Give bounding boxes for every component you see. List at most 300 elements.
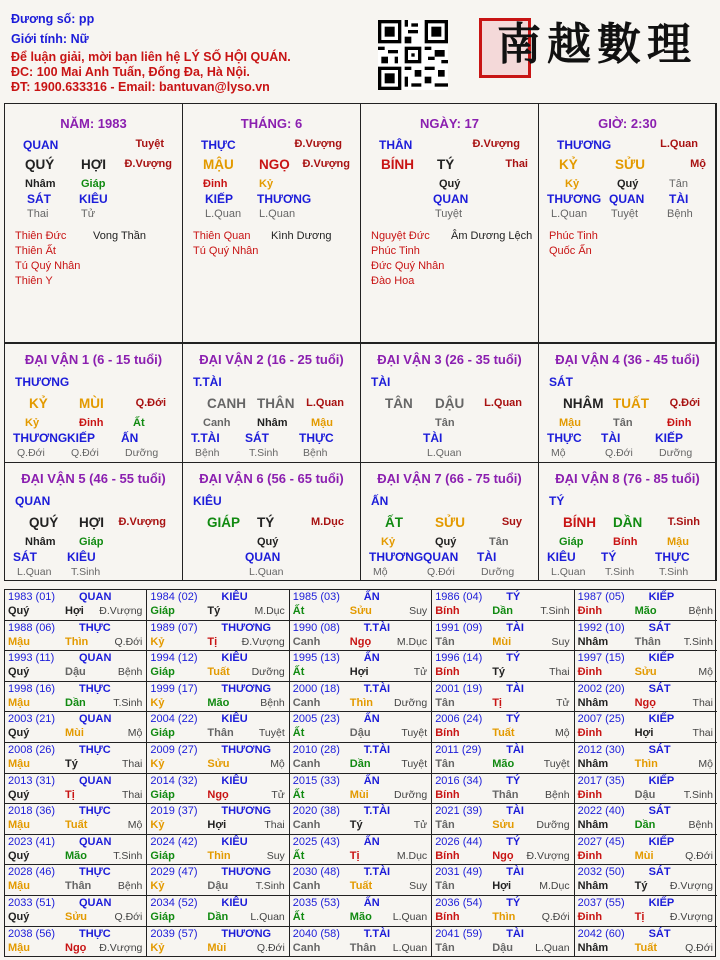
year-cell[interactable] bbox=[5, 621, 147, 652]
year-label: 1988 (06) bbox=[8, 621, 56, 634]
year-god: TÀI bbox=[506, 805, 524, 818]
year-label: 2003 (21) bbox=[8, 713, 56, 726]
year-stem: Quý bbox=[8, 788, 30, 801]
dai-van-branch: TUẤT bbox=[613, 396, 649, 411]
star-inauspicious: Kình Dương bbox=[271, 230, 332, 242]
year-branch: Dần bbox=[634, 819, 656, 832]
year-god: TÝ bbox=[506, 835, 521, 848]
year-god: QUAN bbox=[79, 713, 112, 726]
year-cell[interactable] bbox=[5, 712, 147, 743]
dai-van-hidden-stage: Q.Đới bbox=[71, 447, 99, 459]
year-stem: Bính bbox=[435, 788, 460, 801]
dai-van-stage: Q.Đới bbox=[669, 397, 700, 409]
dai-van-1[interactable] bbox=[4, 343, 183, 463]
year-cell[interactable] bbox=[147, 865, 289, 896]
year-branch: Thân bbox=[207, 727, 234, 740]
year-cell[interactable] bbox=[575, 865, 717, 896]
year-cell[interactable] bbox=[575, 621, 717, 652]
dai-van-branch: THÂN bbox=[257, 396, 295, 411]
dai-van-hidden-stem: Quý bbox=[257, 536, 279, 548]
year-stem: Bính bbox=[435, 849, 460, 862]
pillar-0[interactable] bbox=[4, 103, 183, 343]
year-stage: Tuyệt bbox=[258, 727, 285, 740]
year-god: KIÊU bbox=[221, 897, 248, 909]
dai-van-hidden-god: THỰC bbox=[299, 431, 334, 445]
year-branch: Mão bbox=[634, 605, 657, 617]
year-god: KIÊU bbox=[221, 835, 248, 848]
year-cell[interactable] bbox=[432, 865, 574, 896]
year-cell[interactable] bbox=[5, 804, 147, 835]
dai-van-hidden-god: TÀI bbox=[601, 431, 621, 445]
year-god: KIẾP bbox=[648, 652, 675, 665]
year-cell[interactable] bbox=[290, 927, 432, 958]
year-cell[interactable] bbox=[290, 835, 432, 866]
year-stage: Tử bbox=[413, 666, 428, 679]
year-cell[interactable] bbox=[5, 682, 147, 713]
year-stage: Suy bbox=[409, 880, 428, 893]
year-god: KIÊU bbox=[221, 774, 248, 787]
year-god: ẤN bbox=[363, 652, 380, 665]
year-cell[interactable] bbox=[432, 621, 574, 652]
year-label: 1993 (11) bbox=[8, 652, 55, 665]
year-god: TÝ bbox=[506, 897, 521, 909]
stem-god: QUAN bbox=[23, 138, 59, 152]
year-stage: Bệnh bbox=[260, 696, 285, 709]
year-cell[interactable] bbox=[575, 896, 717, 927]
year-cell[interactable] bbox=[147, 835, 289, 866]
year-stem: Mậu bbox=[8, 819, 30, 832]
dai-van-hidden-stage: Dưỡng bbox=[659, 447, 693, 459]
year-stage: Suy bbox=[266, 849, 285, 862]
year-stage: Tử bbox=[271, 788, 285, 801]
year-branch: Hợi bbox=[65, 605, 84, 617]
year-stage: Q.Đới bbox=[685, 849, 713, 862]
year-cell[interactable] bbox=[575, 927, 717, 958]
year-cell[interactable] bbox=[147, 774, 289, 805]
year-stage: Suy bbox=[551, 635, 570, 648]
dai-van-hidden-god: TÝ bbox=[601, 550, 617, 564]
year-stem: Quý bbox=[8, 849, 30, 862]
year-label: 1991 (09) bbox=[435, 621, 483, 634]
year-cell[interactable] bbox=[575, 682, 717, 713]
dai-van-hidden-stem: Tân bbox=[435, 417, 455, 429]
year-god: SÁT bbox=[648, 866, 671, 879]
year-stem: Giáp bbox=[150, 666, 175, 679]
year-branch: Tuất bbox=[634, 941, 657, 954]
year-cell[interactable] bbox=[575, 774, 717, 805]
address: ĐC: 100 Mai Anh Tuấn, Đống Đa, Hà Nội. bbox=[11, 65, 250, 79]
year-stage: Đ.Vượng bbox=[669, 880, 713, 893]
year-stem: Giáp bbox=[150, 727, 175, 740]
year-stage: T.Sinh bbox=[255, 880, 285, 893]
dai-van-branch: SỬU bbox=[435, 515, 465, 530]
hidden-god-b: QUAN bbox=[609, 192, 645, 206]
star-auspicious: Thiên Quan bbox=[193, 230, 251, 242]
year-cell[interactable] bbox=[290, 651, 432, 682]
year-cell[interactable] bbox=[575, 712, 717, 743]
year-branch: Hợi bbox=[349, 666, 369, 679]
year-label: 2036 (54) bbox=[435, 897, 483, 909]
year-label: 2031 (49) bbox=[435, 866, 483, 879]
year-cell[interactable] bbox=[575, 651, 717, 682]
year-cell[interactable] bbox=[147, 621, 289, 652]
year-cell[interactable] bbox=[290, 896, 432, 927]
year-stem: Ất bbox=[292, 849, 305, 862]
dai-van-hidden-stem: Giáp bbox=[79, 536, 104, 548]
year-branch: Thìn bbox=[65, 635, 89, 648]
year-god: SÁT bbox=[648, 805, 671, 818]
year-branch: Dậu bbox=[349, 727, 371, 740]
dai-van-hidden-god: QUAN bbox=[245, 550, 281, 564]
year-god: T.TÀI bbox=[363, 805, 391, 818]
year-god: T.TÀI bbox=[363, 866, 391, 879]
year-god: ẤN bbox=[363, 897, 380, 909]
year-stem: Canh bbox=[292, 635, 321, 648]
dai-van-2[interactable] bbox=[182, 343, 361, 463]
year-label: 2040 (58) bbox=[292, 927, 340, 940]
year-label: 1996 (14) bbox=[435, 652, 483, 665]
year-god: TÀI bbox=[506, 744, 524, 756]
dai-van-hidden-god: THỰC bbox=[655, 550, 690, 564]
year-god: T.TÀI bbox=[363, 621, 391, 634]
year-label: 2020 (38) bbox=[292, 805, 340, 818]
year-stem: Giáp bbox=[150, 849, 175, 862]
hidden-stem-b: Quý bbox=[617, 178, 639, 190]
year-label: 2027 (45) bbox=[577, 835, 625, 848]
year-stage: Mộ bbox=[698, 758, 713, 770]
dai-van-stem: NHÂM bbox=[563, 396, 604, 411]
year-god: THƯƠNG bbox=[221, 744, 272, 756]
star-auspicious: Thiên Y bbox=[15, 275, 53, 287]
year-cell[interactable] bbox=[290, 865, 432, 896]
dai-van-branch: TÝ bbox=[257, 515, 275, 530]
year-branch: Sửu bbox=[349, 605, 372, 617]
year-cell[interactable] bbox=[5, 865, 147, 896]
year-label: 2011 (29) bbox=[435, 744, 482, 756]
year-label: 2015 (33) bbox=[292, 774, 340, 787]
stem-god-note: Đ.Vượng bbox=[472, 138, 520, 150]
branch-stage: Thai bbox=[505, 158, 528, 170]
gender: Giới tính: Nữ bbox=[11, 32, 89, 46]
year-cell[interactable] bbox=[432, 651, 574, 682]
year-branch: Ngọ bbox=[65, 941, 87, 954]
dai-van-stem: ẤT bbox=[385, 515, 403, 530]
year-god: TÝ bbox=[506, 652, 521, 665]
year-cell[interactable] bbox=[290, 590, 432, 621]
star-auspicious: Tú Quý Nhân bbox=[15, 260, 81, 272]
dai-van-title: ĐẠI VẬN 1 (6 - 15 tuổi) bbox=[24, 352, 163, 367]
dai-van-hidden-stem: Đinh bbox=[667, 417, 692, 429]
year-branch: Tý bbox=[492, 666, 506, 679]
year-branch: Tý bbox=[349, 819, 363, 832]
dai-van-god: QUAN bbox=[15, 494, 51, 508]
year-stem: Đinh bbox=[577, 849, 603, 862]
year-stage: Bệnh bbox=[688, 819, 713, 832]
hidden-god-a: KIẾP bbox=[205, 192, 234, 206]
hidden-stem-c: Tân bbox=[669, 178, 688, 190]
year-stem: Đinh bbox=[577, 605, 603, 617]
year-branch: Dần bbox=[207, 911, 229, 923]
year-label: 1989 (07) bbox=[150, 621, 198, 634]
year-cell[interactable] bbox=[147, 896, 289, 927]
year-label: 2009 (27) bbox=[150, 744, 198, 756]
pillar-2[interactable] bbox=[360, 103, 539, 343]
year-label: 1990 (08) bbox=[292, 621, 340, 634]
year-god: THƯƠNG bbox=[221, 682, 272, 695]
dai-van-hidden-god: T.TÀI bbox=[191, 431, 220, 445]
year-branch: Sửu bbox=[634, 666, 657, 679]
year-label: 2035 (53) bbox=[292, 897, 340, 909]
year-cell[interactable] bbox=[432, 743, 574, 774]
year-stem: Kỷ bbox=[150, 819, 165, 832]
year-cell[interactable] bbox=[575, 590, 717, 621]
year-branch: Thân bbox=[349, 941, 377, 954]
year-cell[interactable] bbox=[432, 774, 574, 805]
year-branch: Tuất bbox=[349, 880, 373, 893]
year-branch: Dậu bbox=[634, 788, 656, 801]
dai-van-stem: QUÝ bbox=[29, 515, 59, 530]
year-branch: Sửu bbox=[207, 758, 230, 770]
year-god: ẤN bbox=[363, 835, 380, 848]
year-stem: Tân bbox=[435, 758, 455, 770]
dai-van-4[interactable] bbox=[538, 343, 717, 463]
year-cell[interactable] bbox=[575, 804, 717, 835]
dai-van-hidden-stem: Giáp bbox=[559, 536, 584, 548]
year-stage: Mộ bbox=[127, 727, 143, 740]
dai-van-stage: M.Dục bbox=[311, 516, 344, 528]
dai-van-hidden-stage: Q.Đới bbox=[427, 566, 455, 578]
pillar-3[interactable] bbox=[538, 103, 717, 343]
year-branch: Mão bbox=[65, 849, 87, 862]
year-cell[interactable] bbox=[147, 804, 289, 835]
year-label: 2014 (32) bbox=[150, 774, 198, 787]
year-cell[interactable] bbox=[290, 804, 432, 835]
year-cell[interactable] bbox=[432, 590, 574, 621]
dai-van-hidden-god: KIÊU bbox=[547, 550, 576, 564]
year-cell[interactable] bbox=[290, 774, 432, 805]
year-label: 2042 (60) bbox=[577, 927, 625, 940]
hidden-stem-a: Kỷ bbox=[565, 178, 580, 190]
year-god: KIẾP bbox=[648, 591, 675, 603]
year-label: 1985 (03) bbox=[292, 591, 340, 603]
year-stem: Canh bbox=[292, 819, 321, 832]
year-label: 1998 (16) bbox=[8, 682, 56, 695]
year-stage: Thai bbox=[549, 666, 570, 679]
dai-van-8[interactable] bbox=[538, 462, 717, 581]
year-cell[interactable] bbox=[147, 712, 289, 743]
year-stem: Đinh bbox=[577, 911, 603, 923]
dai-van-3[interactable] bbox=[360, 343, 539, 463]
hidden-stage-b: Tử bbox=[81, 208, 96, 220]
year-label: 2012 (30) bbox=[577, 744, 625, 756]
year-cell[interactable] bbox=[432, 712, 574, 743]
year-stage: Q.Đới bbox=[114, 635, 143, 648]
year-cell[interactable] bbox=[147, 682, 289, 713]
year-stem: Ất bbox=[292, 605, 305, 617]
year-cell[interactable] bbox=[290, 712, 432, 743]
year-god: THƯƠNG bbox=[221, 927, 272, 940]
year-cell[interactable] bbox=[147, 590, 289, 621]
year-stage: M.Dục bbox=[539, 880, 570, 893]
dai-van-hidden-stem: Tân bbox=[489, 536, 509, 548]
dai-van-stem: KỶ bbox=[29, 396, 48, 411]
year-cell[interactable] bbox=[290, 682, 432, 713]
year-label: 1986 (04) bbox=[435, 591, 483, 603]
year-label: 1997 (15) bbox=[577, 652, 625, 665]
year-stage: M.Dục bbox=[254, 605, 285, 617]
year-branch: Tị bbox=[349, 849, 360, 862]
year-god: TÝ bbox=[506, 591, 521, 603]
year-stage: Đ.Vượng bbox=[99, 605, 143, 617]
year-stem: Tân bbox=[435, 635, 455, 648]
year-god: KIẾP bbox=[648, 774, 675, 787]
year-stem: Quý bbox=[8, 666, 30, 679]
pillar-title: THÁNG: 6 bbox=[240, 116, 303, 131]
year-god: THỰC bbox=[79, 682, 111, 695]
year-stage: Đ.Vượng bbox=[669, 911, 713, 923]
year-god: THỰC bbox=[79, 866, 111, 879]
year-stem: Mậu bbox=[8, 941, 30, 954]
year-stage: Thai bbox=[692, 696, 713, 709]
year-label: 2008 (26) bbox=[8, 744, 56, 756]
year-cell[interactable] bbox=[5, 743, 147, 774]
year-cell[interactable] bbox=[575, 743, 717, 774]
year-label: 2004 (22) bbox=[150, 713, 198, 726]
year-label: 2006 (24) bbox=[435, 713, 483, 726]
year-stem: Quý bbox=[8, 605, 30, 617]
year-god: ẤN bbox=[363, 591, 380, 603]
dai-van-title: ĐẠI VẬN 4 (36 - 45 tuổi) bbox=[555, 352, 700, 367]
year-cell[interactable] bbox=[5, 927, 147, 958]
year-branch: Mùi bbox=[349, 788, 369, 801]
year-label: 1999 (17) bbox=[150, 682, 198, 695]
year-stem: Đinh bbox=[577, 788, 603, 801]
year-stage: Tử bbox=[413, 819, 428, 832]
pillar-1[interactable] bbox=[182, 103, 361, 343]
dai-van-hidden-stage: T.Sinh bbox=[605, 566, 635, 578]
year-label: 2019 (37) bbox=[150, 805, 198, 818]
year-stem: Bính bbox=[435, 666, 460, 679]
year-label: 2041 (59) bbox=[435, 927, 483, 940]
annual-luck-table bbox=[4, 589, 716, 957]
dai-van-god: T.TÀI bbox=[193, 375, 222, 389]
year-branch: Mùi bbox=[492, 635, 512, 648]
dai-van-hidden-stage: Q.Đới bbox=[17, 447, 45, 459]
dai-van-hidden-stem: Bính bbox=[613, 536, 638, 548]
dai-van-god: SÁT bbox=[549, 375, 573, 389]
year-cell[interactable] bbox=[575, 835, 717, 866]
year-stage: Dưỡng bbox=[251, 666, 285, 679]
year-stage: Bệnh bbox=[117, 880, 143, 893]
year-stage: L.Quan bbox=[392, 911, 428, 923]
heavenly-stem: BÍNH bbox=[381, 157, 414, 172]
dai-van-hidden-god: KIẾP bbox=[67, 431, 96, 445]
year-label: 2028 (46) bbox=[8, 866, 56, 879]
year-label: 2026 (44) bbox=[435, 835, 483, 848]
year-stage: Q.Đới bbox=[114, 911, 143, 923]
year-branch: Dậu bbox=[65, 666, 86, 679]
year-cell[interactable] bbox=[147, 927, 289, 958]
year-god: QUAN bbox=[79, 591, 112, 603]
year-cell[interactable] bbox=[5, 896, 147, 927]
year-stem: Nhâm bbox=[577, 941, 609, 954]
year-stem: Ất bbox=[292, 911, 305, 923]
dai-van-7[interactable] bbox=[360, 462, 539, 581]
year-cell[interactable] bbox=[432, 835, 574, 866]
year-branch: Hợi bbox=[634, 727, 654, 740]
branch-stage: Mộ bbox=[690, 158, 706, 170]
star-auspicious: Thiên Đức bbox=[15, 230, 67, 242]
year-god: SÁT bbox=[648, 682, 671, 695]
year-stem: Bính bbox=[435, 911, 460, 923]
dai-van-6[interactable] bbox=[182, 462, 361, 581]
year-cell[interactable] bbox=[432, 804, 574, 835]
heavenly-stem: KỶ bbox=[559, 157, 578, 172]
year-cell[interactable] bbox=[5, 774, 147, 805]
year-stage: T.Sinh bbox=[683, 788, 713, 801]
year-cell[interactable] bbox=[5, 590, 147, 621]
year-cell[interactable] bbox=[5, 651, 147, 682]
year-cell[interactable] bbox=[147, 651, 289, 682]
year-stage: T.Sinh bbox=[683, 635, 713, 648]
dai-van-hidden-god: THƯƠNG bbox=[13, 431, 68, 445]
stem-god-note: Tuyệt bbox=[135, 138, 164, 150]
year-god: THỰC bbox=[79, 621, 111, 634]
hidden-god-c: TÀI bbox=[669, 192, 689, 206]
year-label: 2034 (52) bbox=[150, 897, 198, 909]
pillar-title: NĂM: 1983 bbox=[60, 116, 127, 131]
year-label: 2021 (39) bbox=[435, 805, 483, 818]
year-cell[interactable] bbox=[5, 835, 147, 866]
year-god: KIẾP bbox=[648, 713, 675, 726]
year-cell[interactable] bbox=[290, 743, 432, 774]
year-stage: Đ.Vượng bbox=[526, 849, 570, 862]
dai-van-title: ĐẠI VẬN 6 (56 - 65 tuổi) bbox=[199, 471, 344, 486]
year-label: 2010 (28) bbox=[292, 744, 340, 756]
year-label: 2039 (57) bbox=[150, 927, 198, 940]
year-stem: Giáp bbox=[150, 788, 175, 801]
year-cell[interactable] bbox=[290, 621, 432, 652]
year-label: 2023 (41) bbox=[8, 835, 56, 848]
year-stage: Q.Đới bbox=[685, 941, 713, 954]
earthly-branch: HỢI bbox=[81, 157, 107, 172]
year-god: THỰC bbox=[79, 927, 111, 940]
dai-van-god: KIÊU bbox=[193, 494, 222, 508]
hidden-stage-a: L.Quan bbox=[551, 208, 588, 220]
qr-code-icon[interactable] bbox=[378, 20, 448, 90]
year-cell[interactable] bbox=[432, 896, 574, 927]
year-cell[interactable] bbox=[432, 682, 574, 713]
phone-email[interactable]: ĐT: 1900.633316 - Email: bantuvan@lyso.vn bbox=[11, 80, 270, 94]
year-stage: T.Sinh bbox=[540, 605, 570, 617]
year-stage: L.Quan bbox=[392, 941, 428, 954]
year-stage: Tuyệt bbox=[401, 727, 428, 740]
year-cell[interactable] bbox=[147, 743, 289, 774]
year-branch: Dần bbox=[492, 605, 513, 617]
hidden-god-a: SÁT bbox=[27, 192, 51, 206]
year-cell[interactable] bbox=[432, 927, 574, 958]
owner-name: Đương số: pp bbox=[11, 12, 95, 26]
year-branch: Tị bbox=[207, 635, 218, 648]
year-label: 1984 (02) bbox=[150, 591, 198, 603]
dai-van-5[interactable] bbox=[4, 462, 183, 581]
year-stem: Giáp bbox=[150, 911, 175, 923]
dai-van-hidden-god: KIẾP bbox=[655, 431, 684, 445]
year-god: T.TÀI bbox=[363, 682, 391, 695]
star-auspicious: Tú Quý Nhân bbox=[193, 245, 259, 257]
year-label: 2038 (56) bbox=[8, 927, 56, 940]
year-branch: Dậu bbox=[207, 880, 229, 893]
